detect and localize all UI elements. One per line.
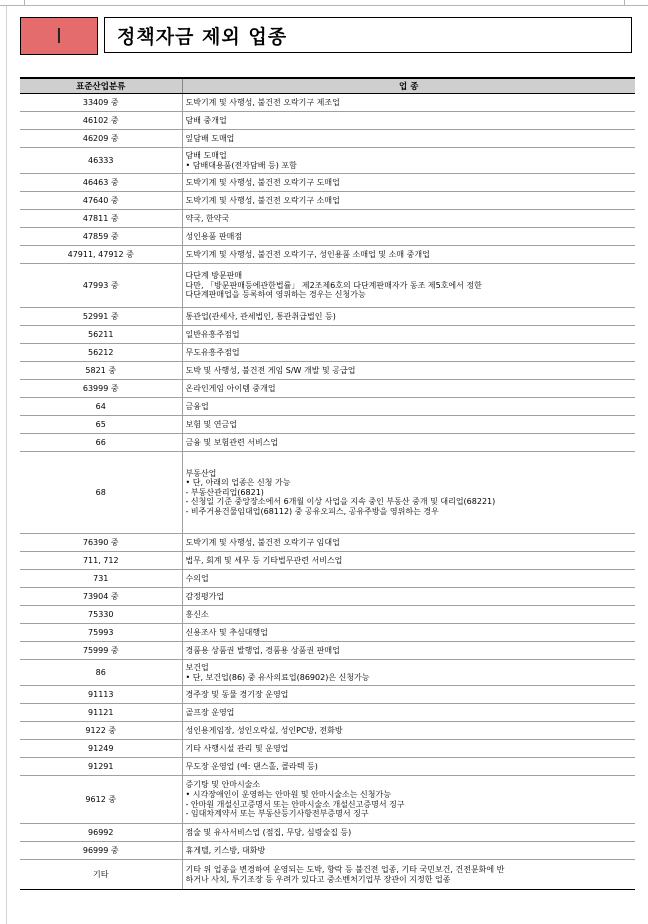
- industry-description-cell: [182, 362, 635, 380]
- page-left-margin-line: [6, 6, 7, 924]
- industry-code-cell: 47859 중: [20, 228, 182, 246]
- table-row: [20, 130, 635, 148]
- description-line: 하거나 사치, 투기조장 등 우려가 있다고 중소벤처기업부 장관이 지정한 업종: [185, 874, 451, 884]
- industry-description-cell: [182, 398, 635, 416]
- industry-code-cell: 9612 중: [20, 776, 182, 824]
- industry-code-cell: 75999 중: [20, 642, 182, 660]
- description-line: • 담배대용품(전자담배 등) 포함: [185, 160, 297, 170]
- industry-code-cell: 731: [20, 570, 182, 588]
- table-row: [20, 686, 635, 704]
- description-line: 다단계판매업을 등록하여 영위하는 경우는 신청가능: [185, 290, 366, 300]
- description-line: 신용조사 및 추심대행업: [185, 627, 268, 637]
- table-row: [20, 552, 635, 570]
- table-row: [20, 624, 635, 642]
- table-row: [20, 112, 635, 130]
- industry-description-cell: [182, 776, 635, 824]
- description-line: 수의업: [185, 573, 209, 583]
- section-title: 정책자금 제외 업종: [104, 17, 632, 53]
- table-row: [20, 308, 635, 326]
- description-line: 흥신소: [185, 609, 209, 619]
- description-line: 약국, 한약국: [185, 213, 230, 223]
- table-row: [20, 842, 635, 860]
- table-row: [20, 776, 635, 824]
- table-row: [20, 824, 635, 842]
- table-row: [20, 452, 635, 534]
- description-line: 감정평가업: [185, 591, 225, 601]
- industry-description-cell: [182, 588, 635, 606]
- industry-code-cell: 73904 중: [20, 588, 182, 606]
- description-line: 도박기계 및 사행성, 불건전 오락기구, 성인용품 소매업 및 소매 중개업: [185, 249, 430, 259]
- industry-code-cell: 47911, 47912 중: [20, 246, 182, 264]
- description-line: 성인용품 판매점: [185, 231, 243, 241]
- industry-code-cell: 66: [20, 434, 182, 452]
- industry-description-cell: [182, 112, 635, 130]
- column-header-industry: 업 종: [182, 78, 635, 94]
- description-line: 무도유흥주점업: [185, 347, 240, 357]
- description-line: 법무, 회계 및 세무 등 기타법무관련 서비스업: [185, 555, 343, 565]
- description-line: 온라인게임 아이템 중개업: [185, 383, 276, 393]
- industry-code-cell: 56212: [20, 344, 182, 362]
- table-row: [20, 704, 635, 722]
- table-row: [20, 860, 635, 890]
- table-row: [20, 570, 635, 588]
- industry-description-cell: [182, 552, 635, 570]
- industry-code-cell: 91291: [20, 758, 182, 776]
- industry-code-cell: 64: [20, 398, 182, 416]
- industry-description-cell: [182, 192, 635, 210]
- industry-code-cell: 68: [20, 452, 182, 534]
- description-line: 경품용 상품권 발행업, 경품용 상품권 판매업: [185, 645, 340, 655]
- industry-code-cell: 91249: [20, 740, 182, 758]
- industry-code-cell: 47993 중: [20, 264, 182, 308]
- industry-description-cell: [182, 824, 635, 842]
- industry-code-cell: 75993: [20, 624, 182, 642]
- description-line: - 부동산관리업(6821): [185, 487, 264, 497]
- description-line: 금융업: [185, 401, 209, 411]
- industry-code-cell: 5821 중: [20, 362, 182, 380]
- table-row: [20, 606, 635, 624]
- industry-description-cell: [182, 416, 635, 434]
- industry-code-cell: 46333: [20, 148, 182, 174]
- industry-code-cell: 기타: [20, 860, 182, 890]
- industry-code-cell: 96992: [20, 824, 182, 842]
- industry-description-cell: [182, 534, 635, 552]
- description-line: 무도장 운영업 (예: 댄스홀, 콜라텍 등): [185, 761, 318, 771]
- description-line: 도박기계 및 사행성, 불건전 오락기구 임대업: [185, 537, 340, 547]
- industry-description-cell: [182, 264, 635, 308]
- industry-description-cell: [182, 740, 635, 758]
- description-line: 도박기계 및 사행성, 불건전 오락기구 제조업: [185, 97, 340, 107]
- industry-code-cell: 86: [20, 660, 182, 686]
- industry-code-cell: 46463 중: [20, 174, 182, 192]
- section-number-badge: Ⅰ: [20, 17, 98, 55]
- table-row: [20, 326, 635, 344]
- industry-description-cell: [182, 94, 635, 112]
- industry-description-cell: [182, 246, 635, 264]
- description-line: 경주장 및 동물 경기장 운영업: [185, 689, 289, 699]
- description-line: 보험 및 연금업: [185, 419, 237, 429]
- table-row: [20, 210, 635, 228]
- description-line: 다단계 방문판매: [185, 271, 243, 281]
- page-corner-mark-left: [16, 0, 25, 6]
- industry-description-cell: [182, 686, 635, 704]
- industry-description-cell: [182, 722, 635, 740]
- table-row: [20, 344, 635, 362]
- description-line: 도박기계 및 사행성, 불건전 오락기구 도매업: [185, 177, 340, 187]
- description-line: • 단, 보건업(86) 중 유사의료업(86902)은 신청가능: [185, 672, 370, 682]
- industry-code-cell: 47640 중: [20, 192, 182, 210]
- industry-code-cell: 52991 중: [20, 308, 182, 326]
- description-line: 도박 및 사행성, 불건전 게임 S/W 개발 및 공급업: [185, 365, 356, 375]
- industry-code-cell: 91121: [20, 704, 182, 722]
- table-row: [20, 148, 635, 174]
- industry-code-cell: 96999 중: [20, 842, 182, 860]
- industry-description-cell: [182, 758, 635, 776]
- description-line: - 비주거용건물임대업(68112) 중 공유오피스, 공유주방을 영위하는 경우: [185, 506, 439, 516]
- industry-description-cell: [182, 660, 635, 686]
- industry-code-cell: 33409 중: [20, 94, 182, 112]
- table-header-row: [20, 78, 635, 94]
- industry-code-cell: 47811 중: [20, 210, 182, 228]
- description-line: 금융 및 보험관련 서비스업: [185, 437, 279, 447]
- table-row: [20, 534, 635, 552]
- industry-description-cell: [182, 434, 635, 452]
- industry-description-cell: [182, 174, 635, 192]
- industry-description-cell: [182, 452, 635, 534]
- page-corner-mark-right: [624, 0, 633, 6]
- industry-description-cell: [182, 642, 635, 660]
- description-line: 증기탕 및 안마시술소: [185, 780, 261, 790]
- table-row: [20, 246, 635, 264]
- description-line: 담배 중개업: [185, 115, 227, 125]
- table-row: [20, 362, 635, 380]
- industry-description-cell: [182, 860, 635, 890]
- industry-description-cell: [182, 570, 635, 588]
- table-row: [20, 192, 635, 210]
- industry-description-cell: [182, 842, 635, 860]
- industry-code-cell: 91113: [20, 686, 182, 704]
- industry-description-cell: [182, 148, 635, 174]
- table-row: [20, 722, 635, 740]
- industry-code-cell: 65: [20, 416, 182, 434]
- description-line: 통관업(관세사, 관세법인, 통관취급법인 등): [185, 311, 336, 321]
- industry-code-cell: 46102 중: [20, 112, 182, 130]
- table-row: [20, 264, 635, 308]
- industry-code-cell: 76390 중: [20, 534, 182, 552]
- industry-description-cell: [182, 344, 635, 362]
- description-line: 성인용게임장, 성인오락실, 성인PC방, 전화방: [185, 725, 343, 735]
- industry-code-cell: 75330: [20, 606, 182, 624]
- description-line: 부동산업: [185, 468, 217, 478]
- table-row: [20, 660, 635, 686]
- table-row: [20, 174, 635, 192]
- industry-description-cell: [182, 130, 635, 148]
- industry-description-cell: [182, 326, 635, 344]
- industry-code-cell: 56211: [20, 326, 182, 344]
- table-row: [20, 434, 635, 452]
- description-line: 담배 도매업: [185, 150, 227, 160]
- description-line: 점술 및 유사서비스업 (점집, 무당, 심령술집 등): [185, 827, 352, 837]
- description-line: 보건업: [185, 662, 209, 672]
- description-line: 기타 위 업종을 변경하여 운영되는 도박, 향락 등 불건전 업종, 기타 국민보건, 건전문화에 반: [185, 864, 505, 874]
- description-line: 잎담배 도매업: [185, 133, 235, 143]
- industry-description-cell: [182, 210, 635, 228]
- table-row: [20, 740, 635, 758]
- description-line: • 시각장애인이 운영하는 안마원 및 안마시술소는 신청가능: [185, 789, 391, 799]
- table-row: [20, 380, 635, 398]
- table-row: [20, 228, 635, 246]
- description-line: - 안마원 개설신고증명서 또는 안마시술소 개설신고증명서 징구: [185, 799, 405, 809]
- description-line: 기타 사행시설 관리 및 운영업: [185, 743, 289, 753]
- table-row: [20, 758, 635, 776]
- table-row: [20, 94, 635, 112]
- industry-code-cell: 63999 중: [20, 380, 182, 398]
- industry-description-cell: [182, 704, 635, 722]
- description-line: - 신청일 기준 중앙장소에서 6개월 이상 사업을 지속 중인 부동산 중개 및 대리업(68221): [185, 497, 496, 507]
- description-line: 골프장 운영업: [185, 707, 235, 717]
- industry-description-cell: [182, 308, 635, 326]
- description-line: • 단, 아래의 업종은 신청 가능: [185, 478, 291, 488]
- industry-code-cell: 9122 중: [20, 722, 182, 740]
- industry-description-cell: [182, 624, 635, 642]
- industry-code-cell: 711, 712: [20, 552, 182, 570]
- description-line: 휴게텔, 키스방, 대화방: [185, 845, 266, 855]
- description-line: 일반유흥주점업: [185, 329, 240, 339]
- column-header-code: 표준산업분류: [20, 78, 182, 94]
- description-line: 도박기계 및 사행성, 불건전 오락기구 소매업: [185, 195, 340, 205]
- table-row: [20, 588, 635, 606]
- industry-code-cell: 46209 중: [20, 130, 182, 148]
- industry-description-cell: [182, 380, 635, 398]
- table-row: [20, 416, 635, 434]
- window-top-border: [0, 5, 648, 6]
- industry-description-cell: [182, 228, 635, 246]
- table-row: [20, 642, 635, 660]
- section-header: [20, 17, 634, 55]
- description-line: 다만, 「방문판매등에관한법률」 제2조제6호의 다단계판매자가 동조 제5호에서 정한: [185, 280, 482, 290]
- description-line: - 임대차계약서 또는 부동산등기사항전부증명서 징구: [185, 809, 369, 819]
- excluded-industries-table: [20, 77, 635, 890]
- industry-description-cell: [182, 606, 635, 624]
- table-row: [20, 398, 635, 416]
